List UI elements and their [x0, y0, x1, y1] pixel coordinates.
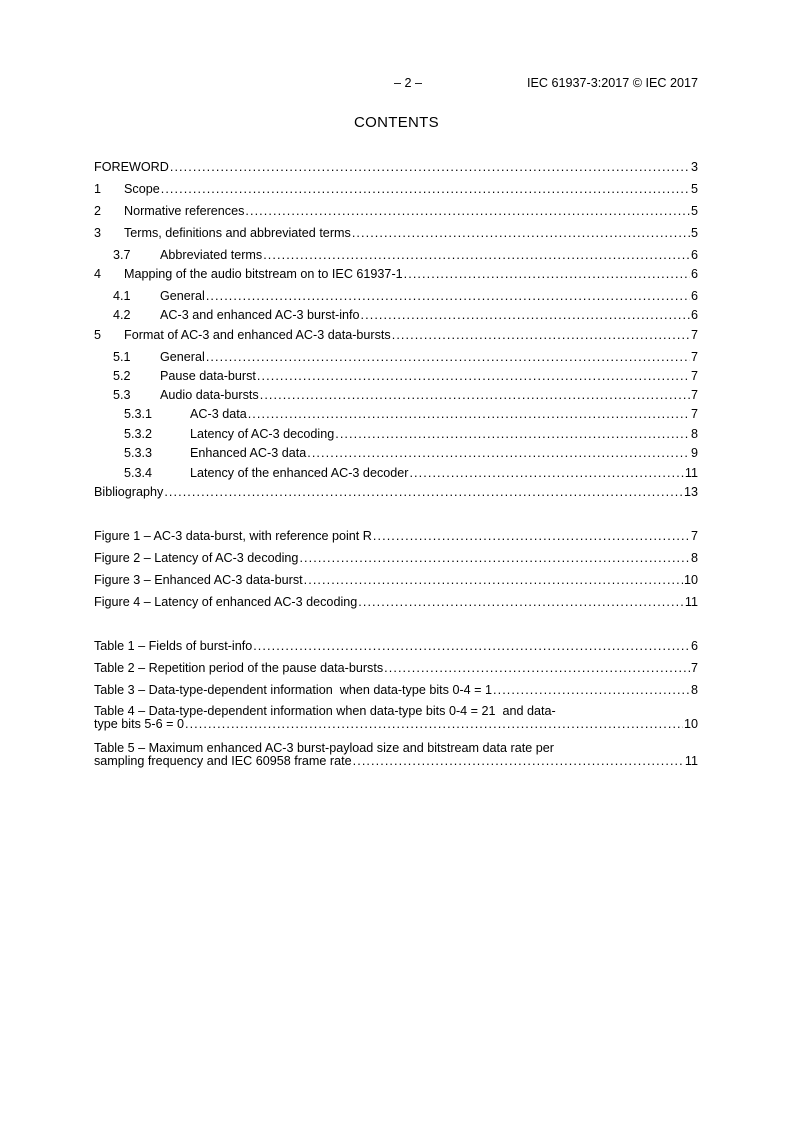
dot-leader	[304, 572, 683, 588]
dot-leader	[358, 594, 684, 610]
figure-entry-page: 8	[690, 551, 698, 565]
toc-entry-general-5-1[interactable]	[94, 349, 698, 365]
toc-entry-number: 2	[94, 204, 102, 218]
figure-entry-page: 10	[683, 573, 698, 587]
dot-leader	[404, 266, 690, 282]
table-entry-page: 7	[690, 661, 698, 675]
toc-entry-title: Enhanced AC-3 data	[190, 446, 307, 460]
toc-entry-number: 4.2	[113, 308, 131, 322]
dot-leader	[206, 288, 690, 304]
toc-entry-burst-info[interactable]	[94, 307, 698, 323]
toc-entry-page: 11	[684, 466, 698, 480]
toc-entry-title: General	[160, 289, 205, 303]
toc-entry-number: 5.3.3	[124, 446, 153, 460]
toc-entry-number: 3	[94, 226, 102, 240]
toc-entry-normative-references[interactable]	[94, 203, 698, 219]
table-entry-page: 11	[684, 754, 698, 768]
dot-leader	[245, 203, 690, 219]
toc-entry-latency-ac3[interactable]	[94, 426, 698, 442]
dot-leader	[409, 465, 683, 481]
dot-leader	[185, 718, 683, 731]
toc-entry-title: Mapping of the audio bitstream on to IEC 61937-1	[124, 267, 403, 281]
toc-entry-page: 7	[690, 328, 698, 342]
table-entry-title-line1: Table 4 – Data-type-dependent information when data-type bits 0-4 = 21 and data-	[94, 704, 556, 718]
dot-leader	[253, 638, 690, 654]
toc-entry-number: 5	[94, 328, 102, 342]
table-entry-title: Table 2 – Repetition period of the pause data-bursts	[94, 661, 384, 675]
toc-entry-bibliography[interactable]	[94, 484, 698, 500]
toc-entry-page: 6	[690, 308, 698, 322]
table-entry-title-line1: Table 5 – Maximum enhanced AC-3 burst-payload size and bitstream data rate per	[94, 741, 554, 755]
toc-entry-page: 6	[690, 289, 698, 303]
toc-entry-page: 8	[690, 427, 698, 441]
dot-leader	[260, 387, 690, 403]
toc-entry-title: Format of AC-3 and enhanced AC-3 data-bursts	[124, 328, 391, 342]
page-number: – 2 –	[394, 76, 423, 90]
toc-entry-title: Audio data-bursts	[160, 388, 259, 402]
standard-reference: IEC 61937-3:2017 © IEC 2017	[526, 76, 698, 90]
toc-entry-page: 6	[690, 248, 698, 262]
dot-leader	[206, 349, 690, 365]
toc-entry-number: 4.1	[113, 289, 131, 303]
toc-entry-number: 5.1	[113, 350, 131, 364]
dot-leader	[170, 159, 690, 175]
dot-leader	[361, 307, 690, 323]
toc-entry-title: General	[160, 350, 205, 364]
toc-entry-foreword[interactable]	[94, 159, 698, 175]
dot-leader	[263, 247, 690, 263]
toc-entry-number: 5.2	[113, 369, 131, 383]
toc-entry-mapping[interactable]	[94, 266, 698, 282]
toc-entry-page: 6	[690, 267, 698, 281]
figure-entry-title: Figure 2 – Latency of AC-3 decoding	[94, 551, 299, 565]
toc-entry-title: Pause data-burst	[160, 369, 256, 383]
figure-entry-2[interactable]	[94, 550, 698, 566]
toc-entry-page: 5	[690, 182, 698, 196]
figure-entry-3[interactable]	[94, 572, 698, 588]
toc-entry-page: 5	[690, 226, 698, 240]
toc-entry-title: Scope	[124, 182, 160, 196]
toc-entry-title: Abbreviated terms	[160, 248, 263, 262]
figure-entry-4[interactable]	[94, 594, 698, 610]
table-entry-1[interactable]	[94, 638, 698, 654]
toc-entry-pause-data-burst[interactable]	[94, 368, 698, 384]
toc-entry-page: 7	[690, 388, 698, 402]
contents-title: CONTENTS	[354, 114, 439, 131]
table-entry-title-line2: sampling frequency and IEC 60958 frame rate	[94, 754, 352, 768]
toc-entry-enhanced-ac3-data[interactable]	[94, 445, 698, 461]
toc-entry-title: AC-3 data	[190, 407, 247, 421]
toc-entry-page: 9	[690, 446, 698, 460]
toc-entry-title: FOREWORD	[94, 160, 169, 174]
toc-entry-format[interactable]	[94, 327, 698, 343]
figure-entry-title: Figure 4 – Latency of enhanced AC-3 decoding	[94, 595, 358, 609]
toc-entry-number: 5.3.1	[124, 407, 153, 421]
dot-leader	[299, 550, 690, 566]
page-header	[94, 76, 698, 92]
table-entry-page: 10	[683, 717, 698, 731]
dot-leader	[384, 660, 690, 676]
table-entry-2[interactable]	[94, 660, 698, 676]
figure-entry-page: 11	[684, 595, 698, 609]
dot-leader	[353, 755, 684, 768]
dot-leader	[161, 181, 690, 197]
table-entry-3[interactable]	[94, 682, 698, 698]
dot-leader	[352, 225, 690, 241]
dot-leader	[248, 406, 690, 422]
toc-entry-title: Latency of the enhanced AC-3 decoder	[190, 466, 409, 480]
toc-entry-number: 5.3.2	[124, 427, 153, 441]
table-entry-page: 8	[690, 683, 698, 697]
toc-entry-page: 7	[690, 350, 698, 364]
toc-entry-number: 1	[94, 182, 102, 196]
toc-entry-page: 13	[683, 485, 698, 499]
toc-entry-title: Terms, definitions and abbreviated terms	[124, 226, 351, 240]
toc-entry-page: 3	[690, 160, 698, 174]
dot-leader	[164, 484, 683, 500]
toc-entry-number: 3.7	[113, 248, 131, 262]
dot-leader	[335, 426, 690, 442]
toc-entry-page: 7	[690, 369, 698, 383]
dot-leader	[373, 528, 690, 544]
dot-leader	[307, 445, 690, 461]
figure-entry-page: 7	[690, 529, 698, 543]
toc-entry-scope[interactable]	[94, 181, 698, 197]
toc-entry-latency-enhanced[interactable]	[94, 465, 698, 481]
dot-leader	[392, 327, 690, 343]
toc-entry-title: Bibliography	[94, 485, 164, 499]
figure-entry-title: Figure 1 – AC-3 data-burst, with reference point R	[94, 529, 372, 543]
toc-entry-title: Latency of AC-3 decoding	[190, 427, 335, 441]
table-entry-page: 6	[690, 639, 698, 653]
dot-leader	[257, 368, 690, 384]
toc-entry-title: Normative references	[124, 204, 245, 218]
figure-entry-1[interactable]	[94, 528, 698, 544]
toc-entry-number: 5.3.4	[124, 466, 153, 480]
table-entry-title-line2: type bits 5-6 = 0	[94, 717, 184, 731]
toc-entry-ac3-data[interactable]	[94, 406, 698, 422]
toc-entry-terms[interactable]	[94, 225, 698, 241]
toc-entry-abbreviated-terms[interactable]	[94, 247, 698, 263]
toc-entry-audio-data-bursts[interactable]	[94, 387, 698, 403]
table-entry-4[interactable]	[94, 705, 698, 731]
toc-entry-number: 5.3	[113, 388, 131, 402]
figure-entry-title: Figure 3 – Enhanced AC-3 data-burst	[94, 573, 303, 587]
table-entry-title: Table 1 – Fields of burst-info	[94, 639, 253, 653]
toc-entry-title: AC-3 and enhanced AC-3 burst-info	[160, 308, 360, 322]
table-entry-title: Table 3 – Data-type-dependent information when data-type bits 0-4 = 1	[94, 683, 492, 697]
dot-leader	[493, 682, 690, 698]
toc-entry-page: 5	[690, 204, 698, 218]
toc-entry-general-4-1[interactable]	[94, 288, 698, 304]
table-entry-5[interactable]	[94, 742, 698, 768]
toc-entry-page: 7	[690, 407, 698, 421]
toc-entry-number: 4	[94, 267, 102, 281]
